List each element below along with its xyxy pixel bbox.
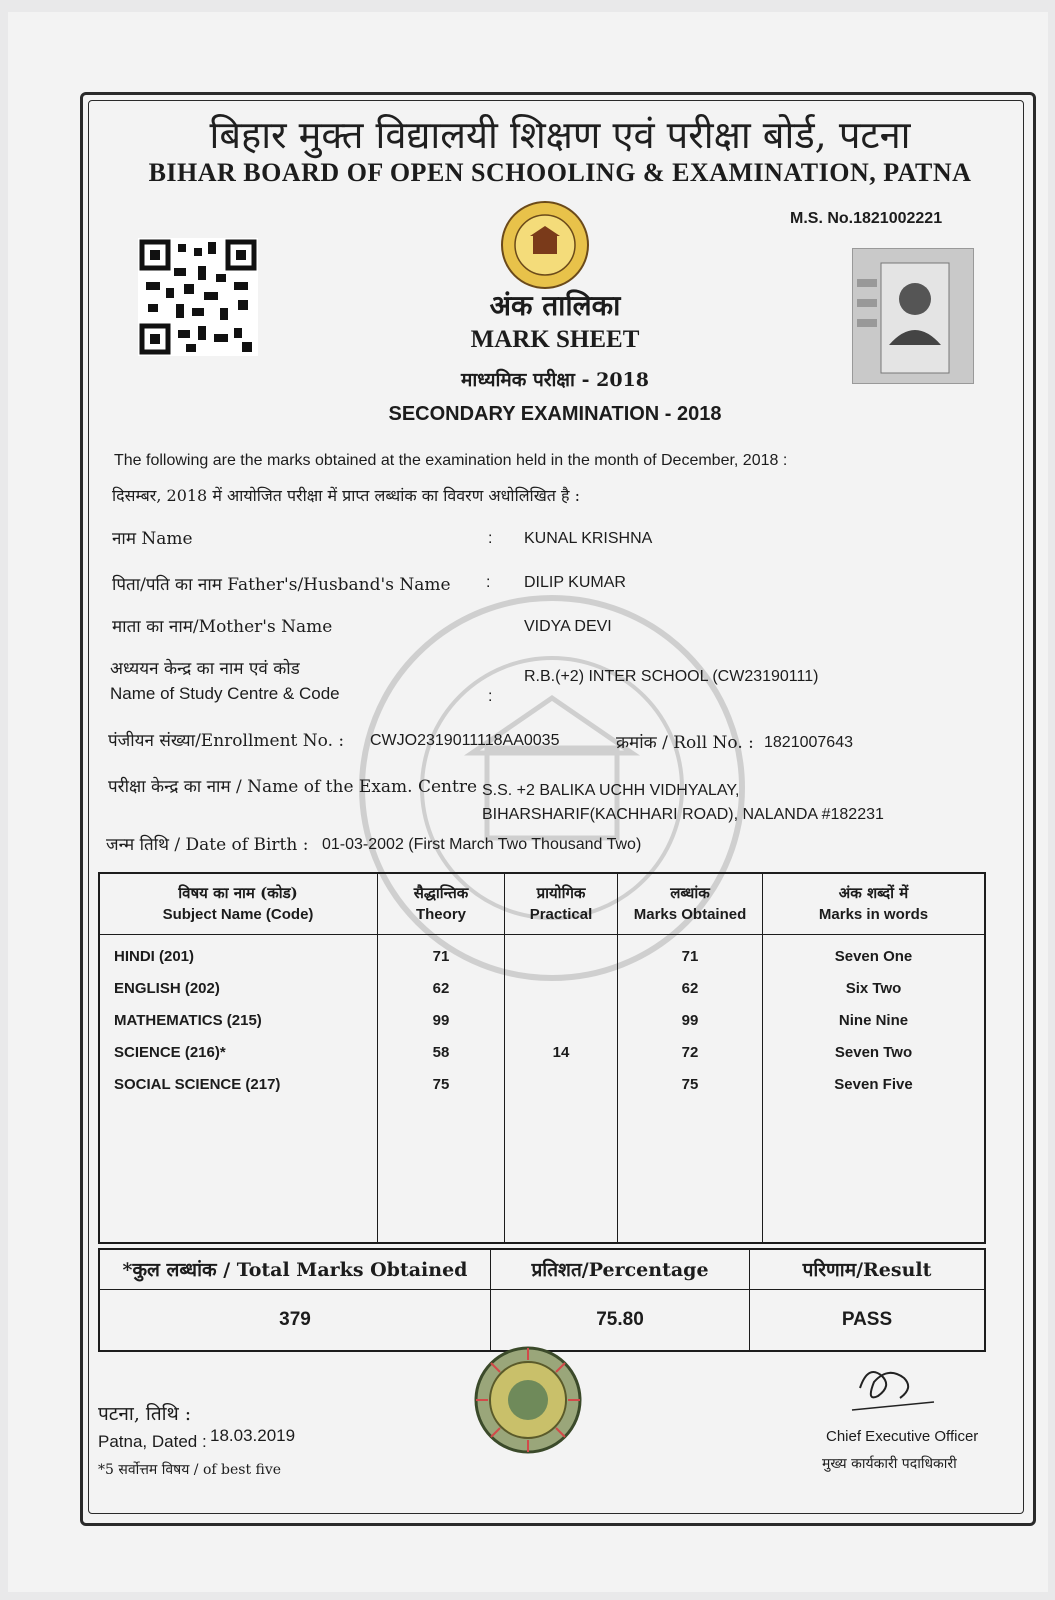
table-row-obtained: 72 [681,1044,699,1061]
header-subject-hindi: विषय का नाम (कोड) [178,883,298,902]
roll-label: क्रमांक / Roll No. : [616,733,754,753]
table-row-subject: SOCIAL SCIENCE (217) [114,1076,281,1093]
header-marks-in-words-hindi: अंक शब्दों में [838,883,909,902]
table-row-practical: 14 [552,1044,570,1061]
header-marks-in-words-english: Marks in words [818,906,929,923]
board-title-hindi: बिहार मुक्त विद्यालयी शिक्षण एवं परीक्षा बोर्ड, पटना [209,113,911,157]
colon: : [486,574,491,591]
place-hindi: पटना, तिथि : [98,1403,192,1425]
board-title-english: BIHAR BOARD OF OPEN SCHOOLING & EXAMINATION, PATNA [148,158,972,187]
student-photo [852,248,974,384]
exam-centre-line1: S.S. +2 BALIKA UCHH VIDHYALAY, [482,782,740,799]
mother-label: माता का नाम/Mother's Name [112,617,333,637]
table-row-practical [506,1005,616,1037]
hologram-seal-icon [474,1346,582,1454]
table-row-practical [506,973,616,1005]
mark-sheet-title-hindi: अंक तालिका [489,289,621,322]
theory-column [378,935,505,1244]
exam-centre-line2: BIHARSHARIF(KACHHARI ROAD), NALANDA #182231 [482,806,884,823]
table-row-words: Seven One [834,948,913,965]
table-row-words: Nine Nine [838,1012,909,1029]
student-portrait-icon [853,249,973,383]
marks-in-words-column [763,935,986,1244]
header-marks-in-words [763,873,986,935]
marks-obtained-column [618,935,763,1244]
practical-column [505,935,618,1244]
header-practical-english: Practical [529,906,593,923]
enrollment-number: CWJO2319011118AA0035 [370,732,560,749]
table-row-theory: 62 [432,980,450,997]
table-row-obtained: 71 [681,948,699,965]
table-row-subject: SCIENCE (216)* [114,1044,226,1061]
father-name: DILIP KUMAR [524,574,626,591]
intro-hindi: दिसम्बर, 2018 में आयोजित परीक्षा में प्राप्त लब्धांक का विवरण अधोलिखित है : [112,486,580,505]
study-centre-label-english: Name of Study Centre & Code [110,684,340,703]
table-row-obtained: 99 [681,1012,699,1029]
subject-column [99,935,378,1244]
table-row-practical [506,1069,616,1101]
marks-table [98,872,986,1244]
enrollment-label: पंजीयन संख्या/Enrollment No. : [108,731,345,751]
board-seal-icon [500,200,590,290]
table-row-theory: 58 [432,1044,450,1061]
table-row-words: Seven Five [834,1076,913,1093]
signature-icon [848,1358,938,1414]
dated-label: Patna, Dated : [98,1432,207,1451]
header-theory-hindi: सैद्धान्तिक [413,883,469,902]
student-name: KUNAL KRISHNA [524,530,653,547]
table-row-theory: 71 [432,948,450,965]
table-row-subject: MATHEMATICS (215) [114,1012,262,1029]
table-row-practical [506,941,616,973]
qr-code-icon [138,238,258,356]
header-practical-hindi: प्रायोगिक [536,883,586,902]
header-marks-obtained [618,873,763,935]
header-marks-obtained-english: Marks Obtained [633,906,747,923]
table-row-theory: 99 [432,1012,450,1029]
exam-centre-label: परीक्षा केन्द्र का नाम / Name of the Exam. Centre [108,777,478,797]
table-row-words: Six Two [845,980,902,997]
officer-title-hindi: मुख्य कार्यकारी पदाधिकारी [822,1456,957,1472]
table-row-obtained: 62 [681,980,699,997]
table-row-subject: ENGLISH (202) [114,980,220,997]
total-marks-label: *कुल लब्धांक / Total Marks Obtained [99,1249,491,1289]
study-centre: R.B.(+2) INTER SCHOOL (CW23190111) [524,668,819,685]
table-row-words: Seven Two [834,1044,913,1061]
name-label: नाम Name [112,529,193,549]
colon: : [488,688,493,705]
result-value: PASS [750,1289,986,1351]
header-theory-english: Theory [415,906,466,923]
officer-title-english: Chief Executive Officer [826,1428,979,1445]
table-row-obtained: 75 [681,1076,699,1093]
dob-label: जन्म तिथि / Date of Birth : [106,835,309,855]
header-theory [378,873,505,935]
study-centre-label-hindi: अध्ययन केन्द्र का नाम एवं कोड [110,659,300,679]
exam-title-hindi: माध्यमिक परीक्षा - 2018 [461,369,649,391]
header-subject [99,873,378,935]
percentage-value: 75.80 [491,1289,750,1351]
mother-name: VIDYA DEVI [524,618,612,635]
mark-sheet-title-english: MARK SHEET [470,326,640,353]
ms-number: M.S. No.1821002221 [790,210,943,227]
table-row-theory: 75 [432,1076,450,1093]
table-row-subject: HINDI (201) [114,948,195,965]
best-five-note: *5 सर्वोत्तम विषय / of best five [98,1462,282,1478]
percentage-label: प्रतिशत/Percentage [491,1249,750,1289]
exam-title-english: SECONDARY EXAMINATION - 2018 [388,403,722,425]
header-practical [505,873,618,935]
total-marks-value: 379 [99,1289,491,1351]
header-subject-english: Subject Name (Code) [162,906,314,923]
totals-table [98,1248,986,1352]
date-of-birth: 01-03-2002 (First March Two Thousand Two) [322,836,642,853]
intro-english: The following are the marks obtained at the examination held in the month of December, 2018 : [114,452,788,469]
header-marks-obtained-hindi: लब्धांक [670,883,710,902]
result-label: परिणाम/Result [750,1249,986,1289]
roll-number: 1821007643 [764,734,853,751]
colon: : [488,530,493,547]
father-label: पिता/पति का नाम Father's/Husband's Name [112,575,451,595]
issue-date: 18.03.2019 [210,1426,296,1445]
